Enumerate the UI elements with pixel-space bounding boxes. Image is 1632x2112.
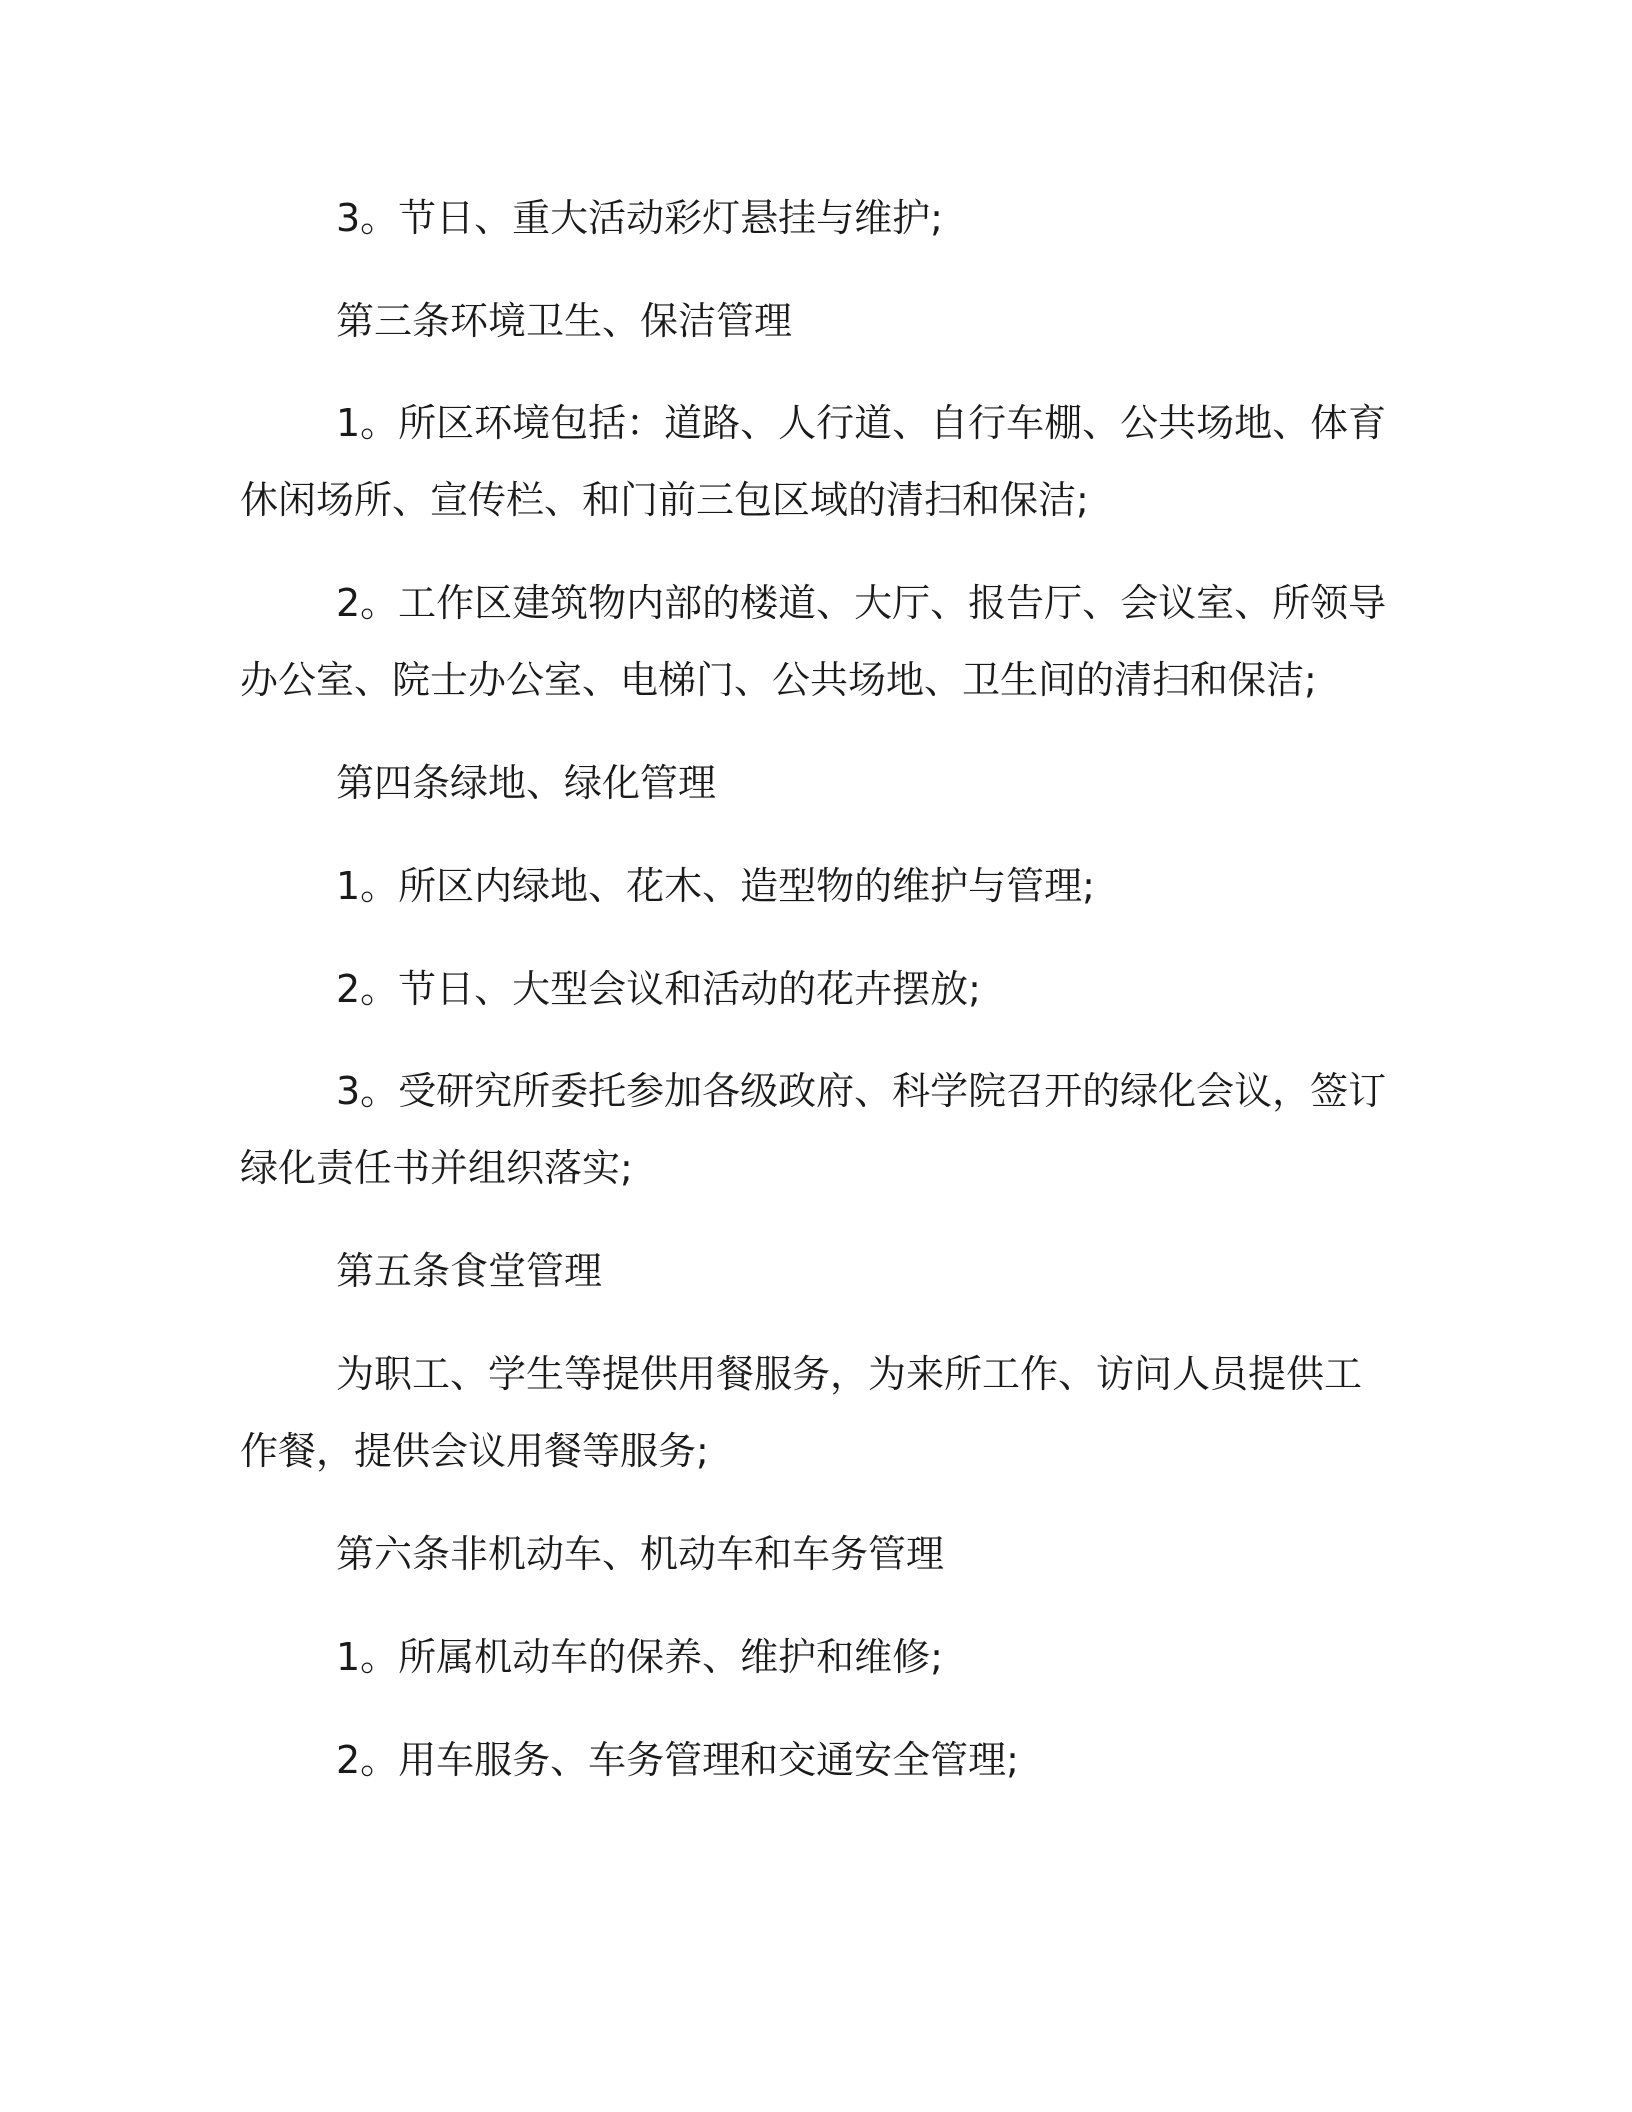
paragraph-festival-lights: 3。节日、重大活动彩灯悬挂与维护; — [336, 196, 943, 240]
heading-article-5-canteen: 第五条食堂管理 — [336, 1249, 603, 1293]
paragraph-green-maintenance: 1。所区内绿地、花木、造型物的维护与管理; — [336, 864, 1095, 908]
heading-article-4-greening: 第四条绿地、绿化管理 — [336, 761, 717, 805]
paragraph-vehicle-services: 2。用车服务、车务管理和交通安全管理; — [336, 1738, 1019, 1782]
heading-article-3-sanitation: 第三条环境卫生、保洁管理 — [336, 299, 793, 343]
paragraph-campus-environment: 1。所区环境包括：道路、人行道、自行车棚、公共场地、体育休闲场所、宣传栏、和门前三包区域的清扫和保洁; — [240, 401, 1387, 522]
paragraph-flower-arrangement: 2。节日、大型会议和活动的花卉摆放; — [336, 967, 981, 1011]
paragraph-building-interior: 2。工作区建筑物内部的楼道、大厅、报告厅、会议室、所领导办公室、院士办公室、电梯门、公共场地、卫生间的清扫和保洁; — [240, 581, 1387, 702]
paragraph-greening-meetings: 3。受研究所委托参加各级政府、科学院召开的绿化会议，签订绿化责任书并组织落实; — [240, 1069, 1387, 1190]
heading-article-6-vehicles: 第六条非机动车、机动车和车务管理 — [336, 1532, 945, 1576]
paragraph-vehicle-maintenance: 1。所属机动车的保养、维护和维修; — [336, 1635, 943, 1679]
paragraph-dining-services: 为职工、学生等提供用餐服务，为来所工作、访问人员提供工作餐，提供会议用餐等服务; — [240, 1352, 1363, 1473]
